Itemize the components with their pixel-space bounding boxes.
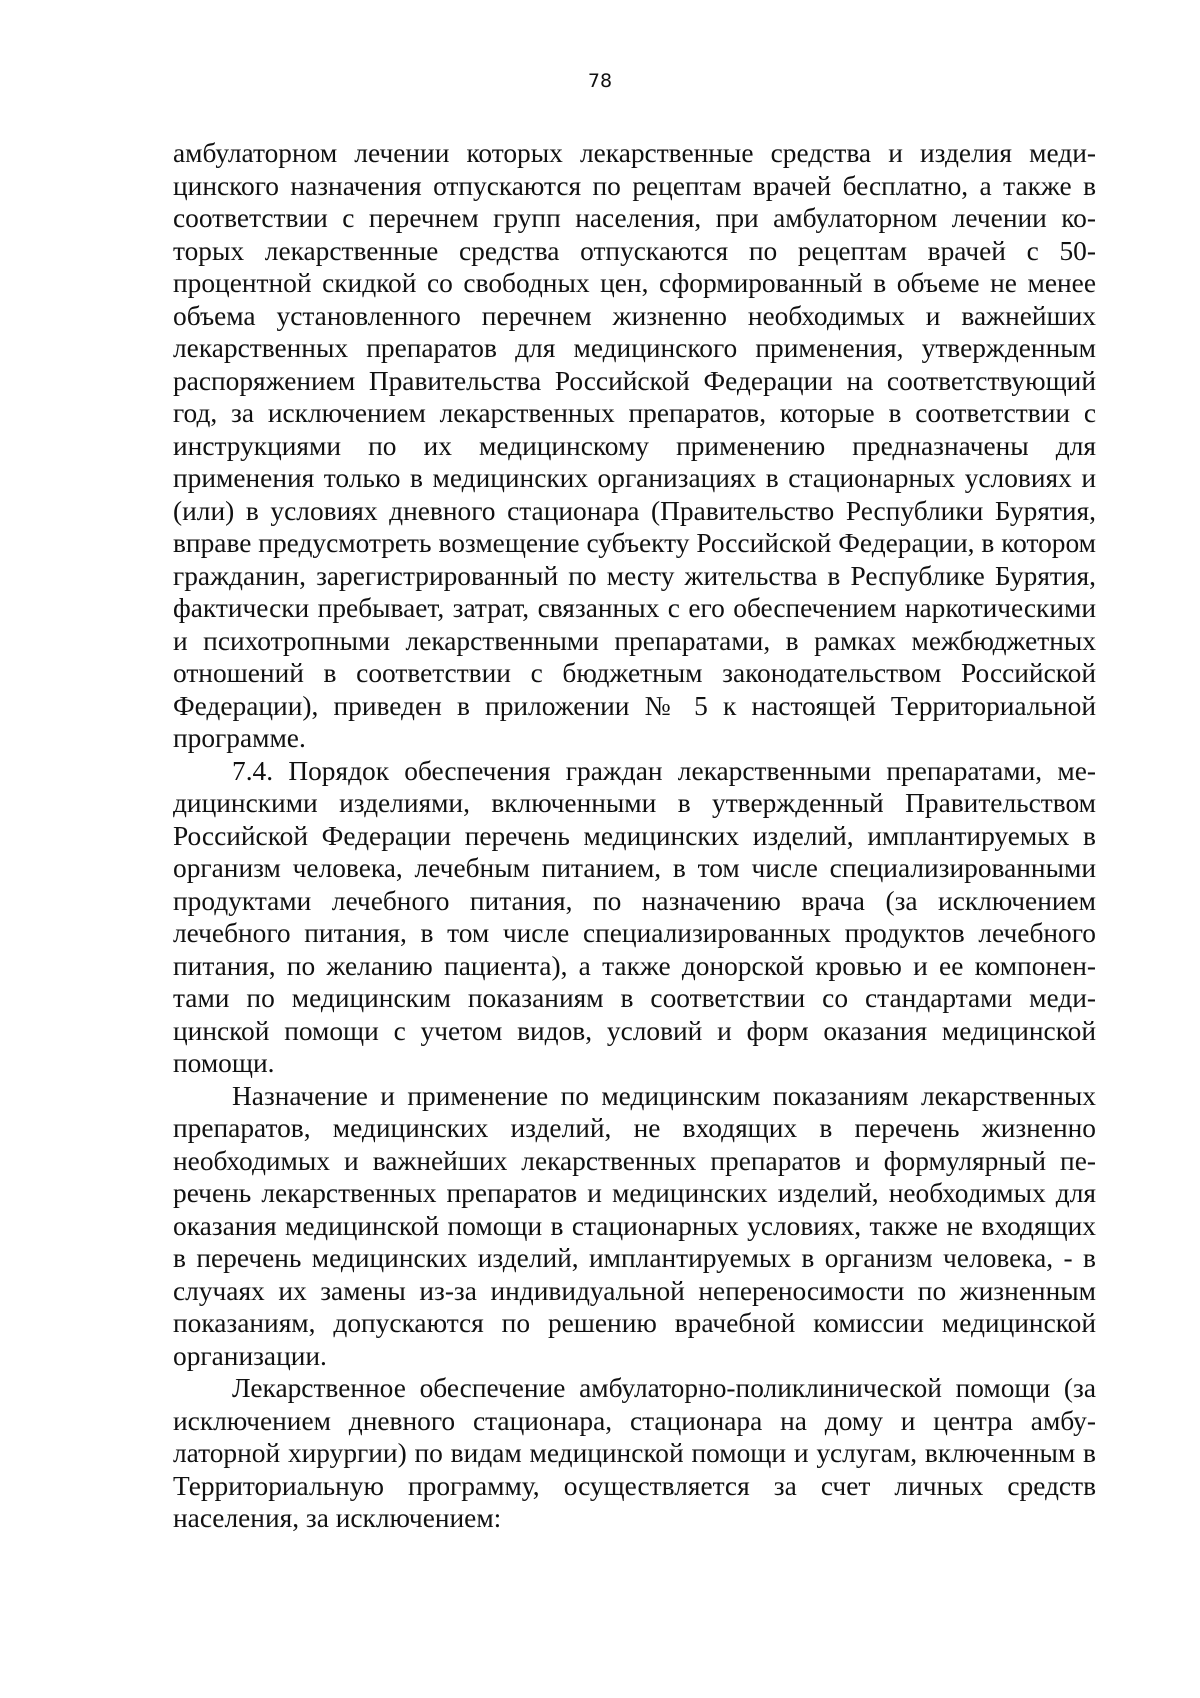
paragraph-outpatient-drug-supply: Лекарственное обеспечение амбулаторно-поликлинической помощи (за исключением дневного стационара, стационара на дому и центра амбулаторной хирургии) по видам медицинской помощи и услугам, включенным в Территориальную программу, осуществляется за счет личных средств населения, за исключением: — [173, 1373, 1096, 1533]
document-body — [173, 137, 1096, 1535]
page-number: 78 — [587, 70, 613, 92]
paragraph-continuation: амбулаторном лечении которых лекарственные средства и изделия медицинского назначения отпускаются по рецептам врачей бесплатно, а также в соответствии с перечнем групп населения, при амбулаторном лечении которых лекарственные средства отпускаются по рецептам врачей с 50-процентной скидкой со свободных цен, сформированный в объеме не менее объема установленного перечнем жизненно необходимых и важнейших лекарственных препаратов для медицинского применения, утвержденным распоряжением Правительства Российской Федерации на соответствующий год, за исключением лекарственных препаратов, которые в соответствии с инструкциями по их медицинскому применению предназначены для применения только в медицинских организациях в стационарных условиях и (или) в условиях дневного стационара (Правительство Республики Бурятия, вправе предусмотреть возмещение субъекту Российской Федерации, в котором гражданин, зарегистрированный по месту жительства в Республике Бурятия, фактически пребывает, затрат, связанных с его обеспечением наркотическими и психотропными лекарственными препаратами, в рамках межбюджетных отношений в соответствии с бюджетным законодательством Российской Федерации), приведен в приложении № 5 к настоящей Территориальной программе. — [173, 138, 1096, 753]
paragraph-section-7-4: 7.4. Порядок обеспечения граждан лекарственными препаратами, медицинскими изделиями, включенными в утвержденный Правительством Российской Федерации перечень медицинских изделий, имплантируемых в организм человека, лечебным питанием, в том числе специализированными продуктами лечебного питания, по назначению врача (за исключением лечебного питания, в том числе специализированных продуктов лечебного питания, по желанию пациента), а также донорской кровью и ее компонентами по медицинским показаниям в соответствии со стандартами медицинской помощи с учетом видов, условий и форм оказания медицинской помощи. — [173, 755, 1096, 1078]
paragraph-prescription-rules: Назначение и применение по медицинским показаниям лекарственных препаратов, медицинских изделий, не входящих в перечень жизненно необходимых и важнейших лекарственных препаратов и формулярный перечень лекарственных препаратов и медицинских изделий, необходимых для оказания медицинской помощи в стационарных условиях, также не входящих в перечень медицинских изделий, имплантируемых в организм человека, - в случаях их замены из-за индивидуальной непереносимости по жизненным показаниям, допускаются по решению врачебной комиссии медицинской организации. — [173, 1080, 1096, 1371]
